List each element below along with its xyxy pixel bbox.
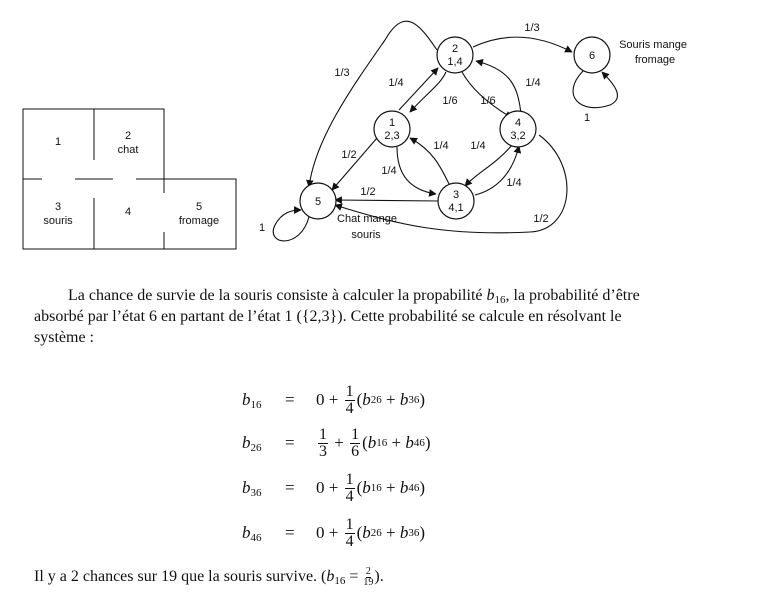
annotation-6-line1: Souris mange bbox=[619, 39, 687, 51]
eq4-open: ( bbox=[356, 523, 363, 542]
conclusion-den: 19 bbox=[363, 576, 374, 588]
equation-row-3: $b_{36}$ = 0 + $\frac{1}{4}$ ( b 16 + b 46 ) bbox=[242, 470, 426, 505]
conclusion-var: b bbox=[326, 568, 335, 585]
eq2-op: + bbox=[391, 433, 402, 452]
eq2-v2: b bbox=[405, 433, 414, 452]
eq1-lhs-var: b bbox=[242, 390, 251, 409]
eq1-plus: + bbox=[328, 390, 339, 409]
eq1-close: ) bbox=[419, 390, 426, 409]
conclusion-sub: 16 bbox=[334, 575, 346, 587]
label-2-1: 1/6 bbox=[442, 95, 458, 107]
label-3-4: 1/4 bbox=[506, 177, 522, 189]
intro-sub: 16 bbox=[494, 294, 506, 306]
conclusion-text-b: ). bbox=[374, 568, 384, 585]
eq3-close: ) bbox=[419, 478, 426, 497]
eq4-v2: b bbox=[399, 523, 409, 542]
eq4-fden: 4 bbox=[345, 532, 354, 550]
eq3-v2: b bbox=[399, 478, 409, 497]
intro-var: b bbox=[486, 287, 495, 304]
eq3-const: 0 bbox=[316, 478, 325, 497]
eq1-open: ( bbox=[356, 390, 363, 409]
eq3-fnum: 1 bbox=[345, 470, 354, 488]
eq4-rel: = bbox=[285, 523, 295, 542]
label-4-2: 1/4 bbox=[525, 77, 541, 89]
markov-chain-figure bbox=[0, 0, 768, 262]
eq1-fden: 4 bbox=[345, 399, 354, 417]
node-1-id: 1 bbox=[388, 117, 396, 129]
eq4-fnum: 1 bbox=[345, 515, 354, 533]
equation-row-2: $b_{26}$ = $\frac{1}{3}$ + $\frac{1}{6}$ ( b 16 + b 46 ) bbox=[242, 425, 431, 460]
conclusion-fraction bbox=[363, 567, 373, 588]
conclusion-eq: = bbox=[345, 568, 363, 585]
eq4-const: 0 bbox=[316, 523, 325, 542]
conclusion-text-a: Il y a 2 chances sur 19 que la souris survive. ( bbox=[34, 568, 327, 585]
eq1-fnum: 1 bbox=[345, 382, 354, 400]
eq2-cden: 3 bbox=[319, 442, 327, 460]
eq2-lhs-sub: 26 bbox=[250, 442, 262, 454]
conclusion-num: 2 bbox=[365, 565, 371, 577]
node-6-id: 6 bbox=[588, 50, 596, 62]
intro-paragraph bbox=[34, 285, 674, 348]
intro-text-b: , la probabilité d’être absorbé par l’état 6 en partant de l’état 1 ({2,3}). Cette probabilité se calcule en résolvant le système : bbox=[34, 287, 640, 346]
eq2-fnum: 1 bbox=[351, 425, 360, 443]
room-2-number: 2 bbox=[124, 130, 132, 142]
label-2-5: 1/3 bbox=[334, 67, 350, 79]
annotation-5-line1: Chat mange bbox=[337, 213, 397, 225]
edge-5-loop bbox=[273, 210, 309, 241]
label-3-1: 1/4 bbox=[433, 140, 449, 152]
label-5-loop: 1 bbox=[258, 222, 266, 234]
node-4-id: 4 bbox=[514, 117, 522, 129]
annotation-6-line2: fromage bbox=[634, 54, 676, 66]
eq3-rel: = bbox=[285, 478, 295, 497]
node-3-sub: 4,1 bbox=[448, 202, 464, 214]
room-5-number: 5 bbox=[195, 201, 203, 213]
room-3-number: 3 bbox=[54, 201, 62, 213]
eq3-lhs-sub: 36 bbox=[250, 487, 262, 499]
conclusion-paragraph bbox=[34, 566, 674, 588]
node-4-sub: 3,2 bbox=[510, 130, 526, 142]
label-1-3: 1/4 bbox=[381, 165, 397, 177]
intro-text-a: La chance de survie de la souris consiste à calculer la propabilité bbox=[68, 287, 487, 304]
label-2-4: 1/6 bbox=[480, 95, 496, 107]
eq3-lhs-var: b bbox=[242, 478, 251, 497]
label-2-6: 1/3 bbox=[524, 22, 540, 34]
edge-2-6 bbox=[473, 37, 572, 52]
eq1-op: + bbox=[386, 390, 396, 409]
room-1-number: 1 bbox=[54, 136, 62, 148]
node-1-sub: 2,3 bbox=[384, 130, 400, 142]
label-1-5: 1/2 bbox=[341, 149, 357, 161]
room-2-label: chat bbox=[117, 144, 139, 156]
equation-row-4: $b_{46}$ = 0 + $\frac{1}{4}$ ( b 26 + b 36 ) bbox=[242, 515, 426, 550]
eq4-lhs-sub: 46 bbox=[250, 532, 262, 544]
eq2-plus: + bbox=[334, 433, 344, 452]
label-4-5: 1/2 bbox=[533, 213, 549, 225]
label-6-loop: 1 bbox=[583, 112, 591, 124]
eq1-rel: = bbox=[285, 390, 295, 409]
node-2-sub: 1,4 bbox=[447, 56, 463, 68]
eq4-plus: + bbox=[328, 523, 339, 542]
edge-1-5 bbox=[332, 138, 377, 190]
eq2-cnum: 1 bbox=[319, 425, 327, 443]
eq3-v1: b bbox=[362, 478, 371, 497]
eq3-open: ( bbox=[356, 478, 363, 497]
eq1-const: 0 bbox=[316, 390, 325, 409]
eq2-fden: 6 bbox=[351, 442, 360, 460]
eq3-fden: 4 bbox=[345, 487, 354, 505]
edge-6-loop bbox=[573, 71, 617, 108]
eq3-plus: + bbox=[328, 478, 339, 497]
eq4-close: ) bbox=[419, 523, 426, 542]
equation-row-1: $b_{16}$ = 0 + $\frac{1}{4}$ ( b 26 + b 36 ) bbox=[242, 382, 426, 417]
node-5-id: 5 bbox=[314, 196, 322, 208]
label-4-3: 1/4 bbox=[470, 140, 486, 152]
eq3-op: + bbox=[386, 478, 396, 497]
node-2-id: 2 bbox=[451, 43, 459, 55]
eq2-open: ( bbox=[362, 433, 368, 452]
eq4-op: + bbox=[386, 523, 396, 542]
edge-3-5 bbox=[335, 200, 438, 201]
eq2-v1: b bbox=[367, 433, 377, 452]
room-5-label: fromage bbox=[178, 215, 220, 227]
room-4-number: 4 bbox=[124, 206, 132, 218]
eq4-v1: b bbox=[362, 523, 371, 542]
eq4-lhs-var: b bbox=[242, 523, 251, 542]
node-3-id: 3 bbox=[452, 189, 460, 201]
eq1-v2: b bbox=[399, 390, 409, 409]
label-3-5: 1/2 bbox=[360, 186, 376, 198]
room-3-label: souris bbox=[43, 215, 73, 227]
annotation-5-line2: souris bbox=[351, 229, 381, 241]
eq1-lhs-sub: 16 bbox=[250, 399, 262, 411]
eq1-v1: b bbox=[362, 390, 371, 409]
eq2-close: ) bbox=[424, 433, 431, 452]
eq2-rel: = bbox=[285, 433, 295, 452]
eq2-lhs-var: b bbox=[242, 433, 251, 452]
label-1-2: 1/4 bbox=[388, 77, 404, 89]
